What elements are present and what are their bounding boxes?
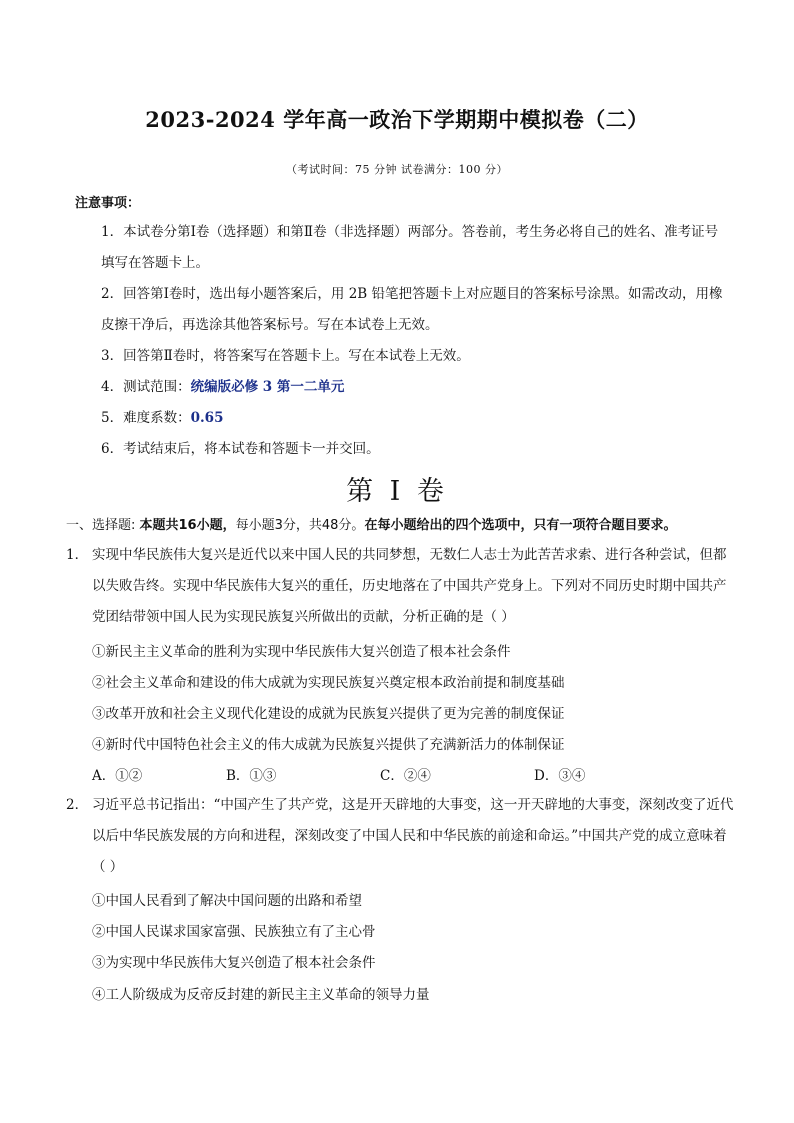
notice-item-1: 1．本试卷分第Ⅰ卷（选择题）和第Ⅱ卷（非选择题）两部分。答卷前，考生务必将自己的姓名、准考证号填写在答题卡上。: [101, 224, 719, 271]
notice-item-2: 2．回答第Ⅰ卷时，选出每小题答案后，用 2B 铅笔把答题卡上对应题目的答案标号涂黑。如需改动，用橡皮擦干净后，再选涂其他答案标号。写在本试卷上无效。: [101, 286, 723, 333]
question-2-option-1: ①中国人民看到了解决中国问题的出路和希望: [92, 893, 362, 909]
question-number: 1．: [66, 547, 89, 563]
exam-subtitle: （考试时间：75 分钟 试卷满分：100 分）: [286, 163, 508, 176]
exam-title: 2023-2024 学年高一政治下学期期中模拟卷（二）: [145, 107, 649, 132]
choice-b: B．①③: [226, 768, 277, 784]
difficulty-label: 5．难度系数：: [101, 410, 191, 426]
notice-heading: 注意事项：: [75, 196, 141, 211]
notice-item-3: 3．回答第Ⅱ卷时，将答案写在答题卡上。写在本试卷上无效。: [101, 348, 470, 364]
notice-item-5: [75, 403, 725, 434]
choice-a: A．①②: [92, 768, 143, 784]
notice-item-6: 6．考试结束后，将本试卷和答题卡一并交回。: [101, 441, 380, 457]
question-1-option-4: ④新时代中国特色社会主义的伟大成就为民族复兴提供了充满新活力的体制保证: [92, 737, 565, 753]
section-title: 第 I 卷: [346, 476, 448, 507]
choice-d: D．③④: [534, 768, 586, 784]
test-scope-value: 统编版必修 3 第一二单元: [190, 379, 345, 395]
question-number: 2．: [66, 797, 89, 813]
question-2-option-2: ②中国人民谋求国家富强、民族独立有了主心骨: [92, 924, 376, 940]
section-intro: 一、选择题: 本题共16小题，每小题3分，共48分。在每小题给出的四个选项中，只有一项符合题目要求。: [66, 518, 677, 533]
question-1-option-2: ②社会主义革命和建设的伟大成就为实现民族复兴奠定根本政治前提和制度基础: [92, 675, 565, 691]
question-1-option-3: ③改革开放和社会主义现代化建设的成就为民族复兴提供了更为完善的制度保证: [92, 706, 565, 722]
question-2-stem: 2． 习近平总书记指出：“中国产生了共产党，这是开天辟地的大事变，这一开天辟地的大事变，深刻改变了近代以后中华民族发展的方向和进程，深刻改变了中国人民和中华民族的前途和命运。”中国共产党的成立意味着（ ）: [75, 790, 735, 883]
question-2-option-4: ④工人阶级成为反帝反封建的新民主主义革命的领导力量: [92, 987, 430, 1003]
question-2-option-3: ③为实现中华民族伟大复兴创造了根本社会条件: [92, 955, 376, 971]
notice-item-4: [75, 372, 725, 403]
test-scope-label: 4．测试范围：: [101, 379, 191, 395]
difficulty-value: 0.65: [190, 410, 224, 426]
choice-c: C．②④: [380, 768, 431, 784]
question-1-option-1: ①新民主主义革命的胜利为实现中华民族伟大复兴创造了根本社会条件: [92, 644, 511, 660]
question-1-stem: 1． 实现中华民族伟大复兴是近代以来中国人民的共同梦想，无数仁人志士为此苦苦求索、进行各种尝试，但都以失败告终。实现中华民族伟大复兴的重任，历史地落在了中国共产党身上。下列对不同历史时期中国共产党团结带领中国人民为实现民族复兴所做出的贡献，分析正确的是（ ）: [75, 540, 735, 633]
